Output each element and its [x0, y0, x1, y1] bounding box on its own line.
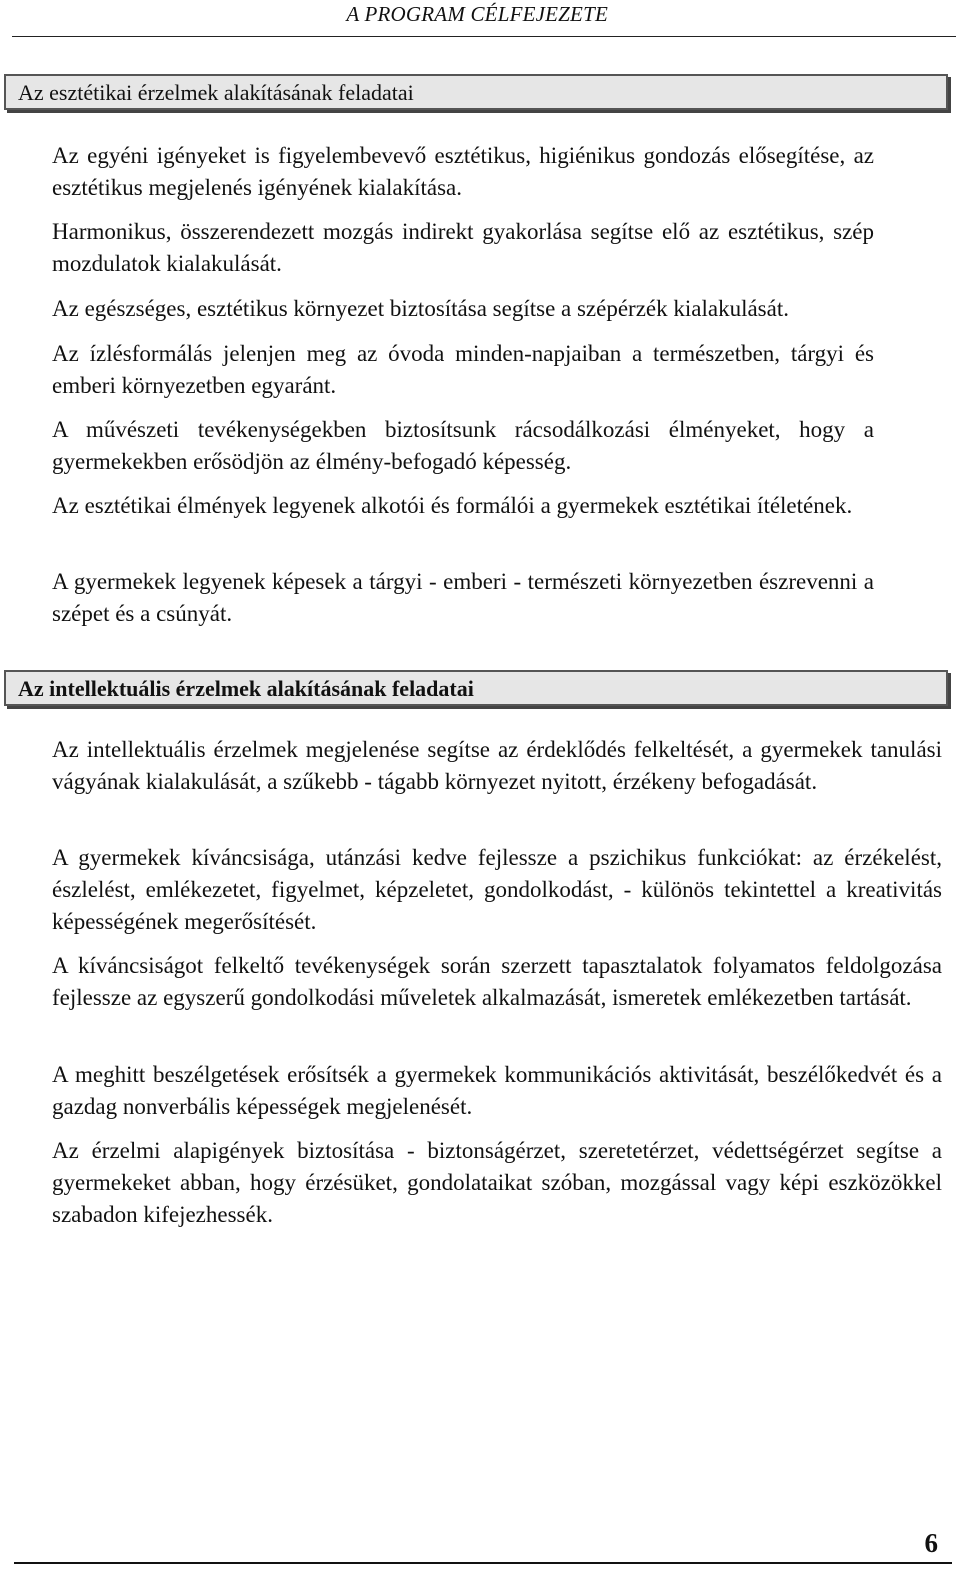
paragraph: Az érzelmi alapigények biztosítása - biztonságérzet, szeretetérzet, védettségérzet segítse a gyermekeket abban, hogy érzésüket, gondolataikat szóban, mozgással vagy képi eszközökkel szabadon kifejezhessék. [52, 1138, 942, 1227]
paragraph: A gyermekek legyenek képesek a tárgyi - emberi - természeti környezetben észrevenni a szépet és a csúnyát. [52, 569, 874, 626]
paragraph: Az egészséges, esztétikus környezet biztosítása segítse a szépérzék kialakulását. [52, 296, 789, 321]
paragraph: A kíváncsiságot felkeltő tevékenységek során szerzett tapasztalatok folyamatos feldolgozása fejlessze az egyszerű gondolkodási műveletek alkalmazását, ismeretek emlékezetben tartását. [52, 953, 942, 1010]
section-title: Az intellektuális érzelmek alakításának feladatai [18, 676, 474, 701]
header-rule [12, 36, 956, 37]
paragraph: A gyermekek kíváncsisága, utánzási kedve fejlessze a pszichikus funkciókat: az érzékelést, észlelést, emlékezetet, figyelmet, képzeletet, gondolkodást, - különös tekintettel a kreativitás képességének megerősítését. [52, 845, 942, 934]
paragraph: Harmonikus, összerendezett mozgás indirekt gyakorlása segítse elő az esztétikus, szép mozdulatok kialakulását. [52, 219, 874, 276]
paragraph: Az ízlésformálás jelenjen meg az óvoda minden-napjaiban a természetben, tárgyi és emberi környezetben egyaránt. [52, 341, 874, 398]
page-number: 6 [924, 1528, 938, 1558]
section-title: Az esztétikai érzelmek alakításának feladatai [18, 80, 414, 105]
paragraph: Az esztétikai élmények legyenek alkotói és formálói a gyermekek esztétikai ítéletének. [52, 493, 853, 518]
running-title: A PROGRAM CÉLFEJEZETE [346, 2, 608, 26]
footer-rule [14, 1562, 952, 1564]
paragraph: A meghitt beszélgetések erősítsék a gyermekek kommunikációs aktivitását, beszélőkedvét és a gazdag nonverbális képességek megjelenését. [52, 1062, 942, 1119]
paragraph: Az egyéni igényeket is figyelembevevő esztétikus, higiénikus gondozás elősegítése, az esztétikus megjelenés igényének kialakítása. [52, 143, 874, 200]
section-heading-aesthetic [4, 74, 948, 110]
paragraph: Az intellektuális érzelmek megjelenése segítse az érdeklődés felkeltését, a gyermekek tanulási vágyának kialakulását, a szűkebb - tágabb környezet nyitott, érzékeny befogadását. [52, 737, 942, 794]
section-heading-intellectual [4, 670, 948, 706]
paragraph: A művészeti tevékenységekben biztosítsunk rácsodálkozási élményeket, hogy a gyermekekben erősödjön az élmény-befogadó képesség. [52, 417, 874, 474]
